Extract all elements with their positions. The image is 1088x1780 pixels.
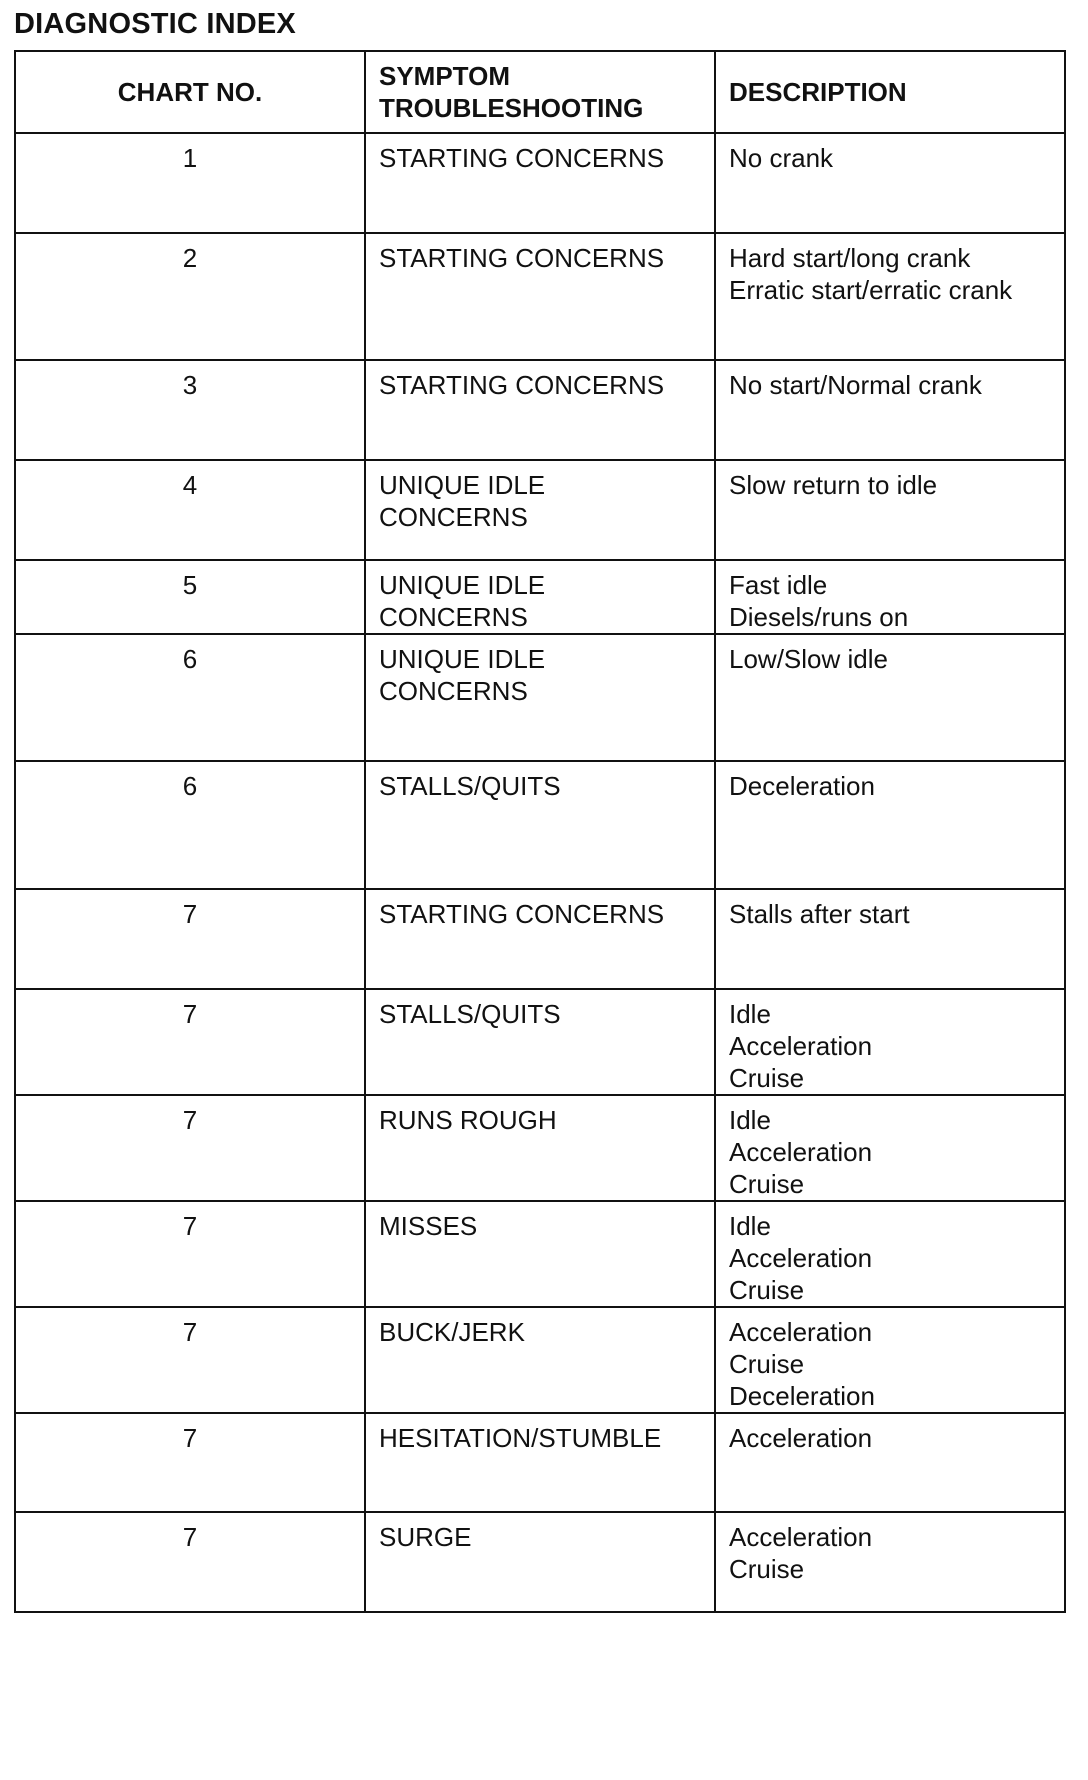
- symptom-line: STARTING CONCERNS: [379, 143, 665, 173]
- symptom-line: STARTING CONCERNS: [379, 899, 665, 929]
- symptom-line: UNIQUE IDLE: [379, 644, 546, 674]
- description-line: Acceleration: [729, 1243, 873, 1273]
- chart-number-cell: 6: [15, 761, 365, 889]
- symptom-line: RUNS ROUGH: [379, 1105, 557, 1135]
- header-description: DESCRIPTION: [715, 51, 1065, 133]
- description-line: Acceleration: [729, 1317, 873, 1347]
- header-symptom-troubleshooting: [365, 51, 715, 133]
- symptom-line: STARTING CONCERNS: [379, 243, 665, 273]
- table-row: [15, 1512, 1065, 1612]
- description-cell: [715, 989, 1065, 1095]
- description-cell: [715, 133, 1065, 233]
- description-cell: [715, 1095, 1065, 1201]
- description-line: Idle: [729, 1105, 771, 1135]
- table-row: [15, 989, 1065, 1095]
- description-cell: [715, 1307, 1065, 1413]
- symptom-line: SURGE: [379, 1522, 472, 1552]
- chart-number-cell: 7: [15, 1413, 365, 1512]
- symptom-cell: [365, 761, 715, 889]
- description-cell: [715, 634, 1065, 761]
- symptom-cell: [365, 1201, 715, 1307]
- symptom-line: STALLS/QUITS: [379, 771, 561, 801]
- description-line: No crank: [729, 143, 834, 173]
- chart-number-cell: 7: [15, 1095, 365, 1201]
- description-line: Fast idle: [729, 570, 828, 600]
- description-line: Hard start/long crank: [729, 243, 971, 273]
- symptom-line: CONCERNS: [379, 676, 528, 706]
- table-row: [15, 1095, 1065, 1201]
- table-row: [15, 133, 1065, 233]
- description-cell: [715, 1201, 1065, 1307]
- symptom-cell: [365, 460, 715, 560]
- table-row: [15, 1307, 1065, 1413]
- table-row: [15, 634, 1065, 761]
- description-cell: [715, 460, 1065, 560]
- symptom-cell: [365, 233, 715, 360]
- description-cell: [715, 889, 1065, 989]
- description-line: No start/Normal crank: [729, 370, 982, 400]
- diagnostic-index-table: [14, 50, 1066, 1613]
- chart-number-cell: 4: [15, 460, 365, 560]
- symptom-cell: [365, 560, 715, 634]
- chart-number-cell: 2: [15, 233, 365, 360]
- description-line: Low/Slow idle: [729, 644, 888, 674]
- description-line: Cruise: [729, 1349, 805, 1379]
- description-cell: [715, 360, 1065, 460]
- symptom-line: STARTING CONCERNS: [379, 370, 665, 400]
- chart-number-cell: 6: [15, 634, 365, 761]
- symptom-cell: [365, 133, 715, 233]
- chart-number-cell: 7: [15, 989, 365, 1095]
- table-header: [15, 51, 1065, 133]
- description-line: Idle: [729, 1211, 771, 1241]
- page-title: DIAGNOSTIC INDEX: [14, 8, 296, 40]
- description-line: Acceleration: [729, 1031, 873, 1061]
- header-symptom-line2: TROUBLESHOOTING: [379, 93, 644, 123]
- description-cell: [715, 761, 1065, 889]
- symptom-line: CONCERNS: [379, 602, 528, 632]
- chart-number-cell: 7: [15, 1201, 365, 1307]
- symptom-line: CONCERNS: [379, 502, 528, 532]
- description-line: Deceleration: [729, 771, 875, 801]
- chart-number-cell: 7: [15, 1307, 365, 1413]
- symptom-line: STALLS/QUITS: [379, 999, 561, 1029]
- chart-number-cell: 7: [15, 889, 365, 989]
- description-line: Deceleration: [729, 1381, 875, 1411]
- header-chart-no: CHART NO.: [15, 51, 365, 133]
- symptom-cell: [365, 1512, 715, 1612]
- description-line: Cruise: [729, 1169, 805, 1199]
- symptom-cell: [365, 889, 715, 989]
- symptom-cell: [365, 1307, 715, 1413]
- description-line: Cruise: [729, 1554, 805, 1584]
- symptom-cell: [365, 1413, 715, 1512]
- table-row: [15, 1413, 1065, 1512]
- description-line: Diesels/runs on: [729, 602, 909, 632]
- table-row: [15, 233, 1065, 360]
- description-cell: [715, 560, 1065, 634]
- table-row: [15, 360, 1065, 460]
- symptom-line: BUCK/JERK: [379, 1317, 525, 1347]
- symptom-line: MISSES: [379, 1211, 478, 1241]
- description-line: Erratic start/erratic crank: [729, 275, 1013, 305]
- description-cell: [715, 1512, 1065, 1612]
- chart-number-cell: 5: [15, 560, 365, 634]
- chart-number-cell: 1: [15, 133, 365, 233]
- header-row: [15, 51, 1065, 133]
- symptom-line: UNIQUE IDLE: [379, 470, 546, 500]
- description-line: Acceleration: [729, 1423, 873, 1453]
- table-row: [15, 1201, 1065, 1307]
- header-symptom-line1: SYMPTOM: [379, 61, 510, 91]
- description-line: Idle: [729, 999, 771, 1029]
- description-line: Cruise: [729, 1063, 805, 1093]
- description-line: Slow return to idle: [729, 470, 938, 500]
- description-cell: [715, 1413, 1065, 1512]
- table-row: [15, 460, 1065, 560]
- description-line: Acceleration: [729, 1522, 873, 1552]
- table-row: [15, 889, 1065, 989]
- symptom-line: HESITATION/STUMBLE: [379, 1423, 662, 1453]
- description-line: Acceleration: [729, 1137, 873, 1167]
- description-cell: [715, 233, 1065, 360]
- symptom-line: UNIQUE IDLE: [379, 570, 546, 600]
- chart-number-cell: 7: [15, 1512, 365, 1612]
- symptom-cell: [365, 360, 715, 460]
- symptom-cell: [365, 634, 715, 761]
- table-body: [15, 133, 1065, 1612]
- chart-number-cell: 3: [15, 360, 365, 460]
- symptom-cell: [365, 989, 715, 1095]
- table-row: [15, 761, 1065, 889]
- description-line: Cruise: [729, 1275, 805, 1305]
- description-line: Stalls after start: [729, 899, 910, 929]
- symptom-cell: [365, 1095, 715, 1201]
- table-row: [15, 560, 1065, 634]
